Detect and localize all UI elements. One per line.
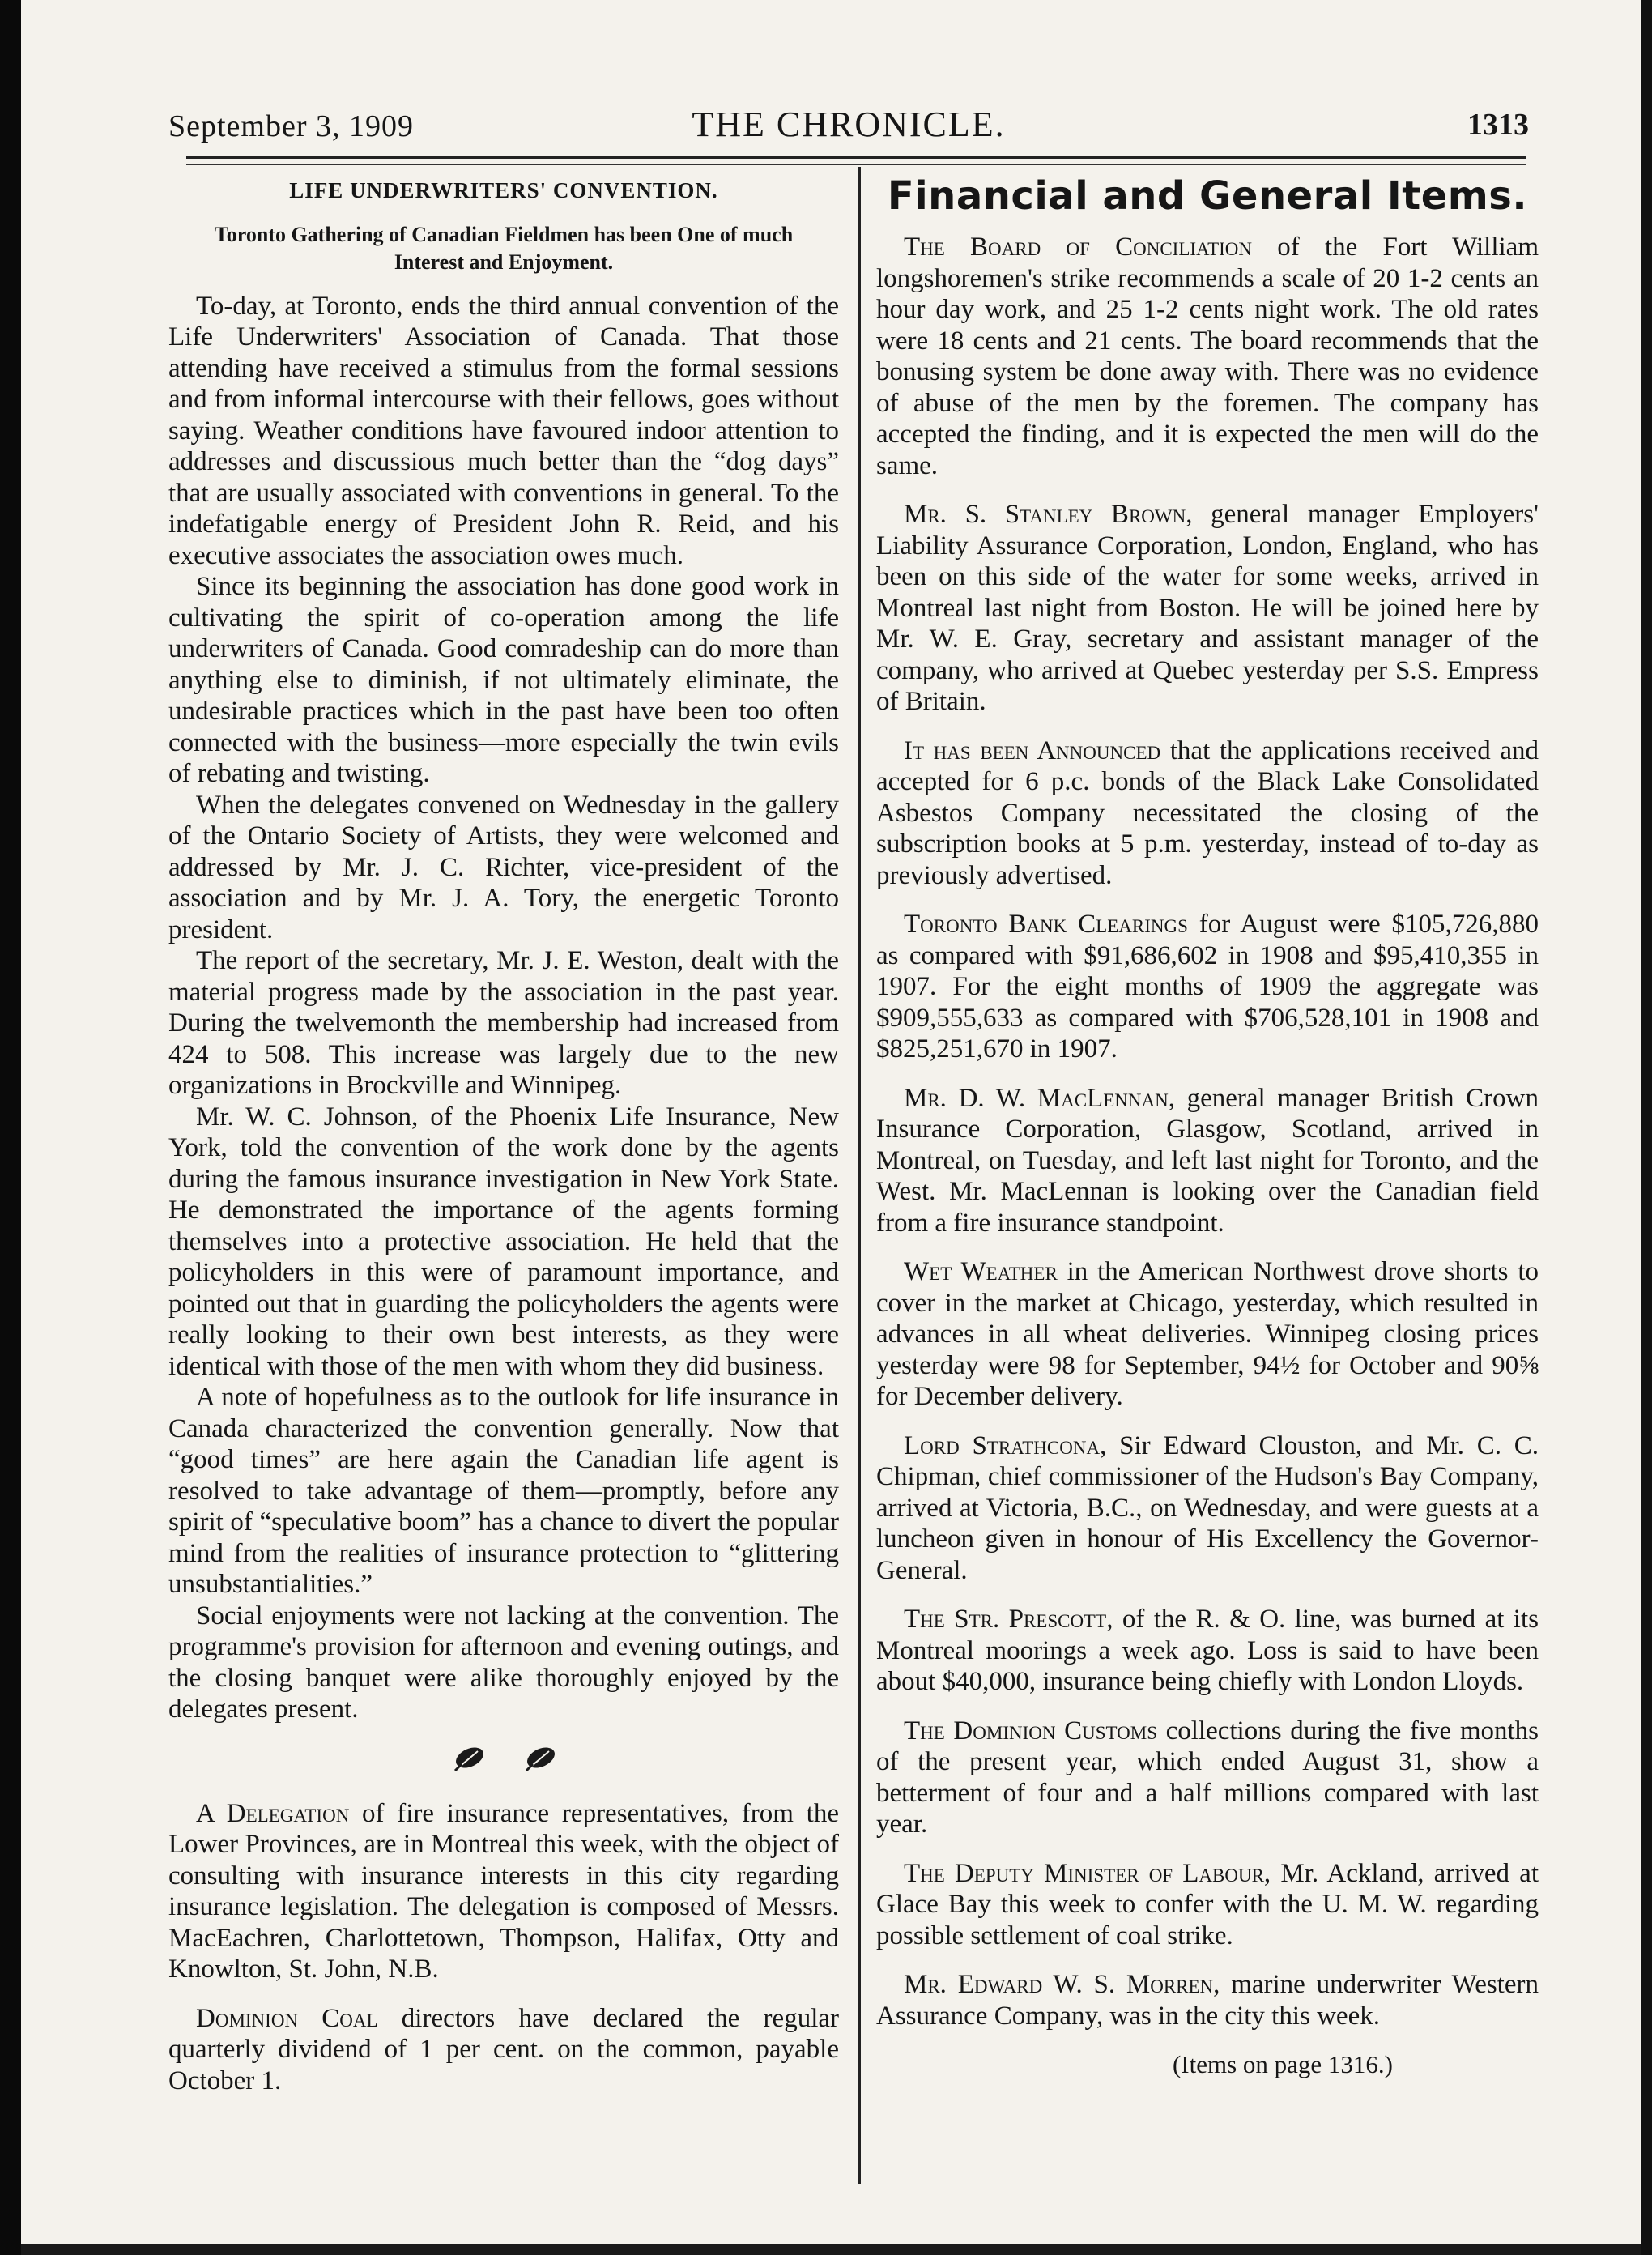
article-subhead: Toronto Gathering of Canadian Fieldmen has been One of much Interest and Enjoyment.	[214, 222, 794, 274]
news-item-lead: The Board of Conciliation	[904, 232, 1253, 262]
news-item-text: , of the R. & O. line, was burned at its Montreal moorings a week ago. Loss is said to have been about $40,000, insurance being chiefly with London Lloyds.	[876, 1605, 1539, 1696]
news-item-lead: The Dominion Customs	[904, 1716, 1157, 1746]
scan-right-edge	[1641, 0, 1652, 2255]
article-paragraph: When the delegates convened on Wednesday in the gallery of the Ontario Society of Artists, they were welcomed and addressed by Mr. J. C. Richter, vice-president of the association and by Mr. J. A. Tory, the energetic Toronto president.	[168, 790, 839, 944]
news-item	[876, 1083, 1539, 1239]
news-item-text: , general manager Employers' Liability Assurance Corporation, London, England, who has been on this side of the water for some weeks, arrived in Montreal last night from Boston. He will be joined here by Mr. W. E. Gray, secretary and assistant manager of the company, who arrived at Quebec yesterday per S.S. Empress of Britain.	[876, 500, 1539, 716]
article-paragraph: A note of hopefulness as to the outlook for life insurance in Canada characterized the convention generally. Now that “good times” are here again the Canadian life agent is resolved to take advantage of them—promptly, before any spirit of “speculative boom” has a chance to divert the popular mind from the realities of insurance protection to “glittering unsubstantialities.”	[168, 1383, 839, 1599]
news-item	[876, 1858, 1539, 1952]
newspaper-page	[21, 0, 1641, 2244]
news-item-lead: Mr. S. Stanley Brown	[904, 500, 1186, 529]
article-paragraph: Mr. W. C. Johnson, of the Phoenix Life Insurance, New York, told the convention of the work done by the agents during the famous insurance investigation in New York State. He demonstrated the importance of the agents forming themselves into a protective association. He held that the policyholders in this were of paramount importance, and pointed out that in guarding the policyholders the agents were really looking to their own best interests, as they were identical with those of the men with whom they did business.	[168, 1102, 839, 1381]
news-item-text: , general manager British Crown Insurance Corporation, Glasgow, Scotland, arrived in Montreal, on Tuesday, and left last night for Toronto, and the West. Mr. MacLennan is looking over the Canadian field from a fire insurance standpoint.	[876, 1083, 1539, 1238]
news-item-lead: Mr. D. W. MacLennan	[904, 1083, 1169, 1113]
news-item-text: , marine underwriter Western Assurance Company, was in the city this week.	[876, 1970, 1539, 2031]
news-item-lead: Mr. Edward W. S. Morren	[904, 1970, 1214, 1999]
news-item-lead: Dominion Coal	[196, 2003, 378, 2033]
news-item	[876, 499, 1539, 718]
news-item	[876, 232, 1539, 481]
news-item	[876, 1716, 1539, 1840]
news-item-text: that the applications received and accepted for 6 p.c. bonds of the Black Lake Consolidated Asbestos Company necessitated the closing of the subscription books at 5 p.m. yesterday, instead of to-day as previously advertised.	[876, 735, 1539, 890]
news-item	[168, 1798, 839, 1985]
news-item-lead: Toronto Bank Clearings	[904, 910, 1188, 939]
news-item-text: of the Fort William longshoremen's strike recommends a scale of 20 1-2 cents an hour day work, and 25 1-2 cents night work. The old rates were 18 cents and 21 cents. The board recommends that the bonusing system be done away with. There was no evidence of abuse of the men by the foremen. The company has accepted the finding, and it is expected the men will do the same.	[876, 232, 1539, 480]
header-rule-thin	[186, 164, 1526, 165]
article-kicker: LIFE UNDERWRITERS' CONVENTION.	[289, 178, 718, 202]
news-item-lead: The Deputy Minister of Labour	[904, 1858, 1264, 1888]
news-item-text: , Mr. Ackland, arrived at Glace Bay this week to confer with the U. M. W. regarding possible settlement of coal strike.	[876, 1858, 1539, 1950]
news-item-lead: Wet Weather	[904, 1257, 1058, 1286]
news-item	[168, 2003, 839, 2097]
news-item-lead: It has been Announced	[904, 735, 1161, 765]
news-item	[876, 1430, 1539, 1587]
news-item-lead: The Str. Prescott	[904, 1605, 1107, 1634]
right-column	[876, 170, 1539, 2081]
news-item-text: of fire insurance representatives, from the Lower Provinces, are in Montreal this week, with the object of consulting with insurance interests in this city regarding insurance legislation. The delegation is composed of Messrs. MacEachren, Charlottetown, Thompson, Halifax, Otty and Knowlton, St. John, N.B.	[168, 1798, 839, 1984]
column-divider	[858, 167, 861, 2184]
continued-notice: (Items on page 1316.)	[1172, 2050, 1393, 2078]
news-item	[876, 1969, 1539, 2031]
section-ornament	[168, 1745, 839, 1777]
section-heading: Financial and General Items.	[887, 173, 1528, 219]
header-date: September 3, 1909	[168, 109, 415, 143]
news-item-text: for August were $105,726,880 as compared with $91,686,602 in 1908 and $95,410,355 in 1907. For the eight months of 1909 the aggregate was $909,555,633 as compared with $706,528,101 in 1908 and $825,251,670 in 1907.	[876, 910, 1539, 1064]
news-item-text: in the American Northwest drove shorts to cover in the market at Chicago, yesterday, which resulted in advances in all wheat deliveries. Winnipeg closing prices yesterday were 98 for September, 94½ for October and 90⅝ for December delivery.	[876, 1257, 1539, 1411]
article-paragraph: To-day, at Toronto, ends the third annual convention of the Life Underwriters' Association of Canada. That those attending have received a stimulus from the formal sessions and from informal intercourse with their fellows, goes without saying. Weather conditions have favoured indoor attention to addresses and discussious much better than the “dog days” that are usually associated with conventions in general. To the indefatigable energy of President John R. Reid, and his executive associates the association owes much.	[168, 291, 839, 570]
header-title: THE CHRONICLE.	[692, 104, 1006, 144]
news-item-lead: Lord Strathcona	[904, 1430, 1101, 1460]
left-column	[168, 170, 839, 2114]
article-paragraph: The report of the secretary, Mr. J. E. Weston, dealt with the material progress made by the association in the past year. During the twelvemonth the membership had increased from 424 to 508. This increase was largely due to the new organizations in Brockville and Winnipeg.	[168, 946, 839, 1100]
page-header	[168, 104, 1529, 152]
news-item-text: directors have declared the regular quarterly dividend of 1 per cent. on the common, payable October 1.	[168, 2003, 839, 2095]
news-item-lead: A Delegation	[196, 1798, 350, 1828]
article-paragraph: Since its beginning the association has done good work in cultivating the spirit of co-operation among the life underwriters of Canada. Good comradeship can do more than anything else to diminish, if not ultimately eliminate, the undesirable practices which in the past have been too often connected with the business—more especially the twin evils of rebating and twisting.	[168, 572, 839, 788]
news-item	[876, 735, 1539, 892]
article-paragraph: Social enjoyments were not lacking at the convention. The programme's provision for afternoon and evening outings, and the closing banquet were alike thoroughly enjoyed by the delegates present.	[168, 1601, 839, 1724]
header-rule	[186, 156, 1526, 159]
leaf-ornament-icon	[450, 1745, 486, 1772]
scan-left-edge	[0, 0, 21, 2255]
news-item	[876, 909, 1539, 1065]
news-item	[876, 1604, 1539, 1698]
news-item-text: , Sir Edward Clouston, and Mr. C. C. Chipman, chief commissioner of the Hudson's Bay Company, arrived at Victoria, B.C., on Wednesday, and were guests at a luncheon given in honour of His Excellency the Governor-General.	[876, 1430, 1539, 1585]
news-item-text: collections during the five months of the present year, which ended August 31, show a betterment of four and a half millions compared with last year.	[876, 1716, 1539, 1839]
leaf-ornament-icon	[522, 1745, 557, 1772]
header-page-number: 1313	[1467, 108, 1529, 142]
news-item	[876, 1256, 1539, 1413]
